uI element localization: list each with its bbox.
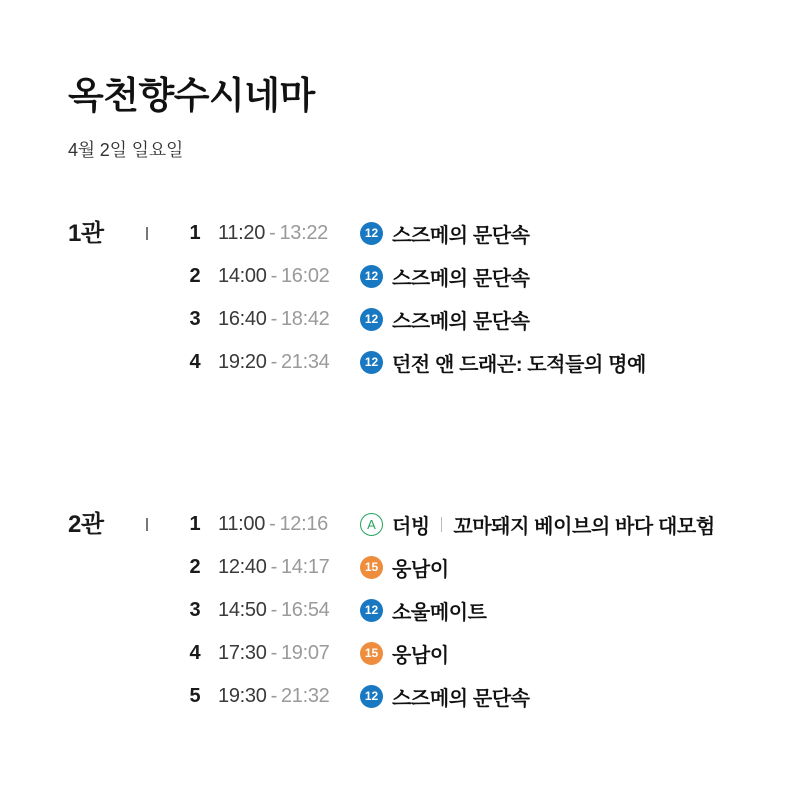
time-dash: - [270, 555, 277, 578]
showtime-number: 4 [189, 350, 201, 373]
end-time: 16:02 [280, 264, 330, 287]
rating-badge-12-icon: 12 [360, 222, 383, 245]
showtime-number: 1 [189, 512, 201, 535]
movie-title [392, 510, 715, 539]
end-time: 21:32 [280, 684, 330, 707]
showtime-row[interactable] [188, 255, 646, 298]
theater-room-label: 2관 [68, 510, 104, 538]
rating-badge-12-icon: 12 [360, 308, 383, 331]
time-dash: - [269, 221, 276, 244]
movie-title: 스즈메의 문단속 [392, 224, 530, 247]
end-time: 21:34 [280, 350, 330, 373]
showtime-number: 4 [189, 641, 201, 664]
showtime-range [218, 556, 346, 579]
showtime-range [218, 265, 346, 288]
showtime-rows [188, 503, 715, 718]
showtime-number: 1 [189, 221, 201, 244]
showtime-range [218, 308, 346, 331]
movie-title: 웅남이 [392, 558, 449, 581]
showtime-row[interactable] [188, 298, 646, 341]
end-time: 19:07 [280, 641, 330, 664]
time-dash: - [270, 598, 277, 621]
end-time: 12:16 [279, 512, 329, 535]
start-time: 12:40 [218, 555, 267, 578]
rating-badge-12-icon: 12 [360, 599, 383, 622]
time-dash: - [270, 307, 277, 330]
movie-title: 스즈메의 문단속 [392, 267, 530, 290]
time-dash: - [270, 350, 277, 373]
start-time: 17:30 [218, 641, 267, 664]
start-time: 11:20 [218, 221, 266, 244]
showtime-rows [188, 212, 646, 384]
end-time: 18:42 [280, 307, 330, 330]
rating-badge-15-icon: 15 [360, 642, 383, 665]
showtime-row[interactable] [188, 341, 646, 384]
time-dash: - [270, 641, 277, 664]
showtime-range [218, 222, 346, 245]
showtime-row[interactable] [188, 546, 715, 589]
end-time: 13:22 [279, 221, 329, 244]
version-separator [441, 517, 443, 532]
theater-section [68, 212, 760, 384]
theater-section [68, 503, 760, 718]
showtime-row[interactable] [188, 632, 715, 675]
movie-title: 스즈메의 문단속 [392, 310, 530, 333]
schedule-sections [68, 212, 760, 718]
showtime-range [218, 599, 346, 622]
movie-title: 던전 앤 드래곤: 도적들의 명예 [392, 353, 646, 376]
movie-title-text: 꼬마돼지 베이브의 바다 대모험 [453, 515, 715, 538]
rating-badge-15-icon: 15 [360, 556, 383, 579]
movie-title: 웅남이 [392, 644, 449, 667]
time-dash: - [270, 684, 277, 707]
schedule-date: 4월 2일 일요일 [68, 139, 184, 160]
theater-room-label: 1관 [68, 219, 104, 247]
showtime-row[interactable] [188, 589, 715, 632]
start-time: 11:00 [218, 512, 266, 535]
start-time: 14:00 [218, 264, 267, 287]
showtime-number: 3 [189, 598, 201, 621]
showtime-row[interactable] [188, 212, 646, 255]
showtime-number: 5 [189, 684, 201, 707]
version-label: 더빙 [392, 515, 430, 538]
start-time: 19:20 [218, 350, 267, 373]
time-dash: - [270, 264, 277, 287]
movie-title: 소울메이트 [392, 601, 487, 624]
end-time: 14:17 [280, 555, 330, 578]
start-time: 16:40 [218, 307, 267, 330]
rating-badge-all-icon: A [360, 513, 383, 536]
time-dash: - [269, 512, 276, 535]
rating-badge-12-icon: 12 [360, 685, 383, 708]
showtime-range [218, 513, 346, 536]
end-time: 16:54 [280, 598, 330, 621]
showtime-number: 2 [189, 555, 201, 578]
showtime-row[interactable] [188, 675, 715, 718]
rating-badge-12-icon: 12 [360, 265, 383, 288]
showtime-range [218, 351, 346, 374]
showtime-number: 3 [189, 307, 201, 330]
showtime-range [218, 685, 346, 708]
section-divider [146, 227, 148, 240]
section-divider [146, 518, 148, 531]
showtime-row[interactable] [188, 503, 715, 546]
showtime-number: 2 [189, 264, 201, 287]
start-time: 14:50 [218, 598, 267, 621]
start-time: 19:30 [218, 684, 267, 707]
rating-badge-12-icon: 12 [360, 351, 383, 374]
showtime-range [218, 642, 346, 665]
movie-title: 스즈메의 문단속 [392, 687, 530, 710]
page-title: 옥천향수시네마 [68, 75, 315, 116]
